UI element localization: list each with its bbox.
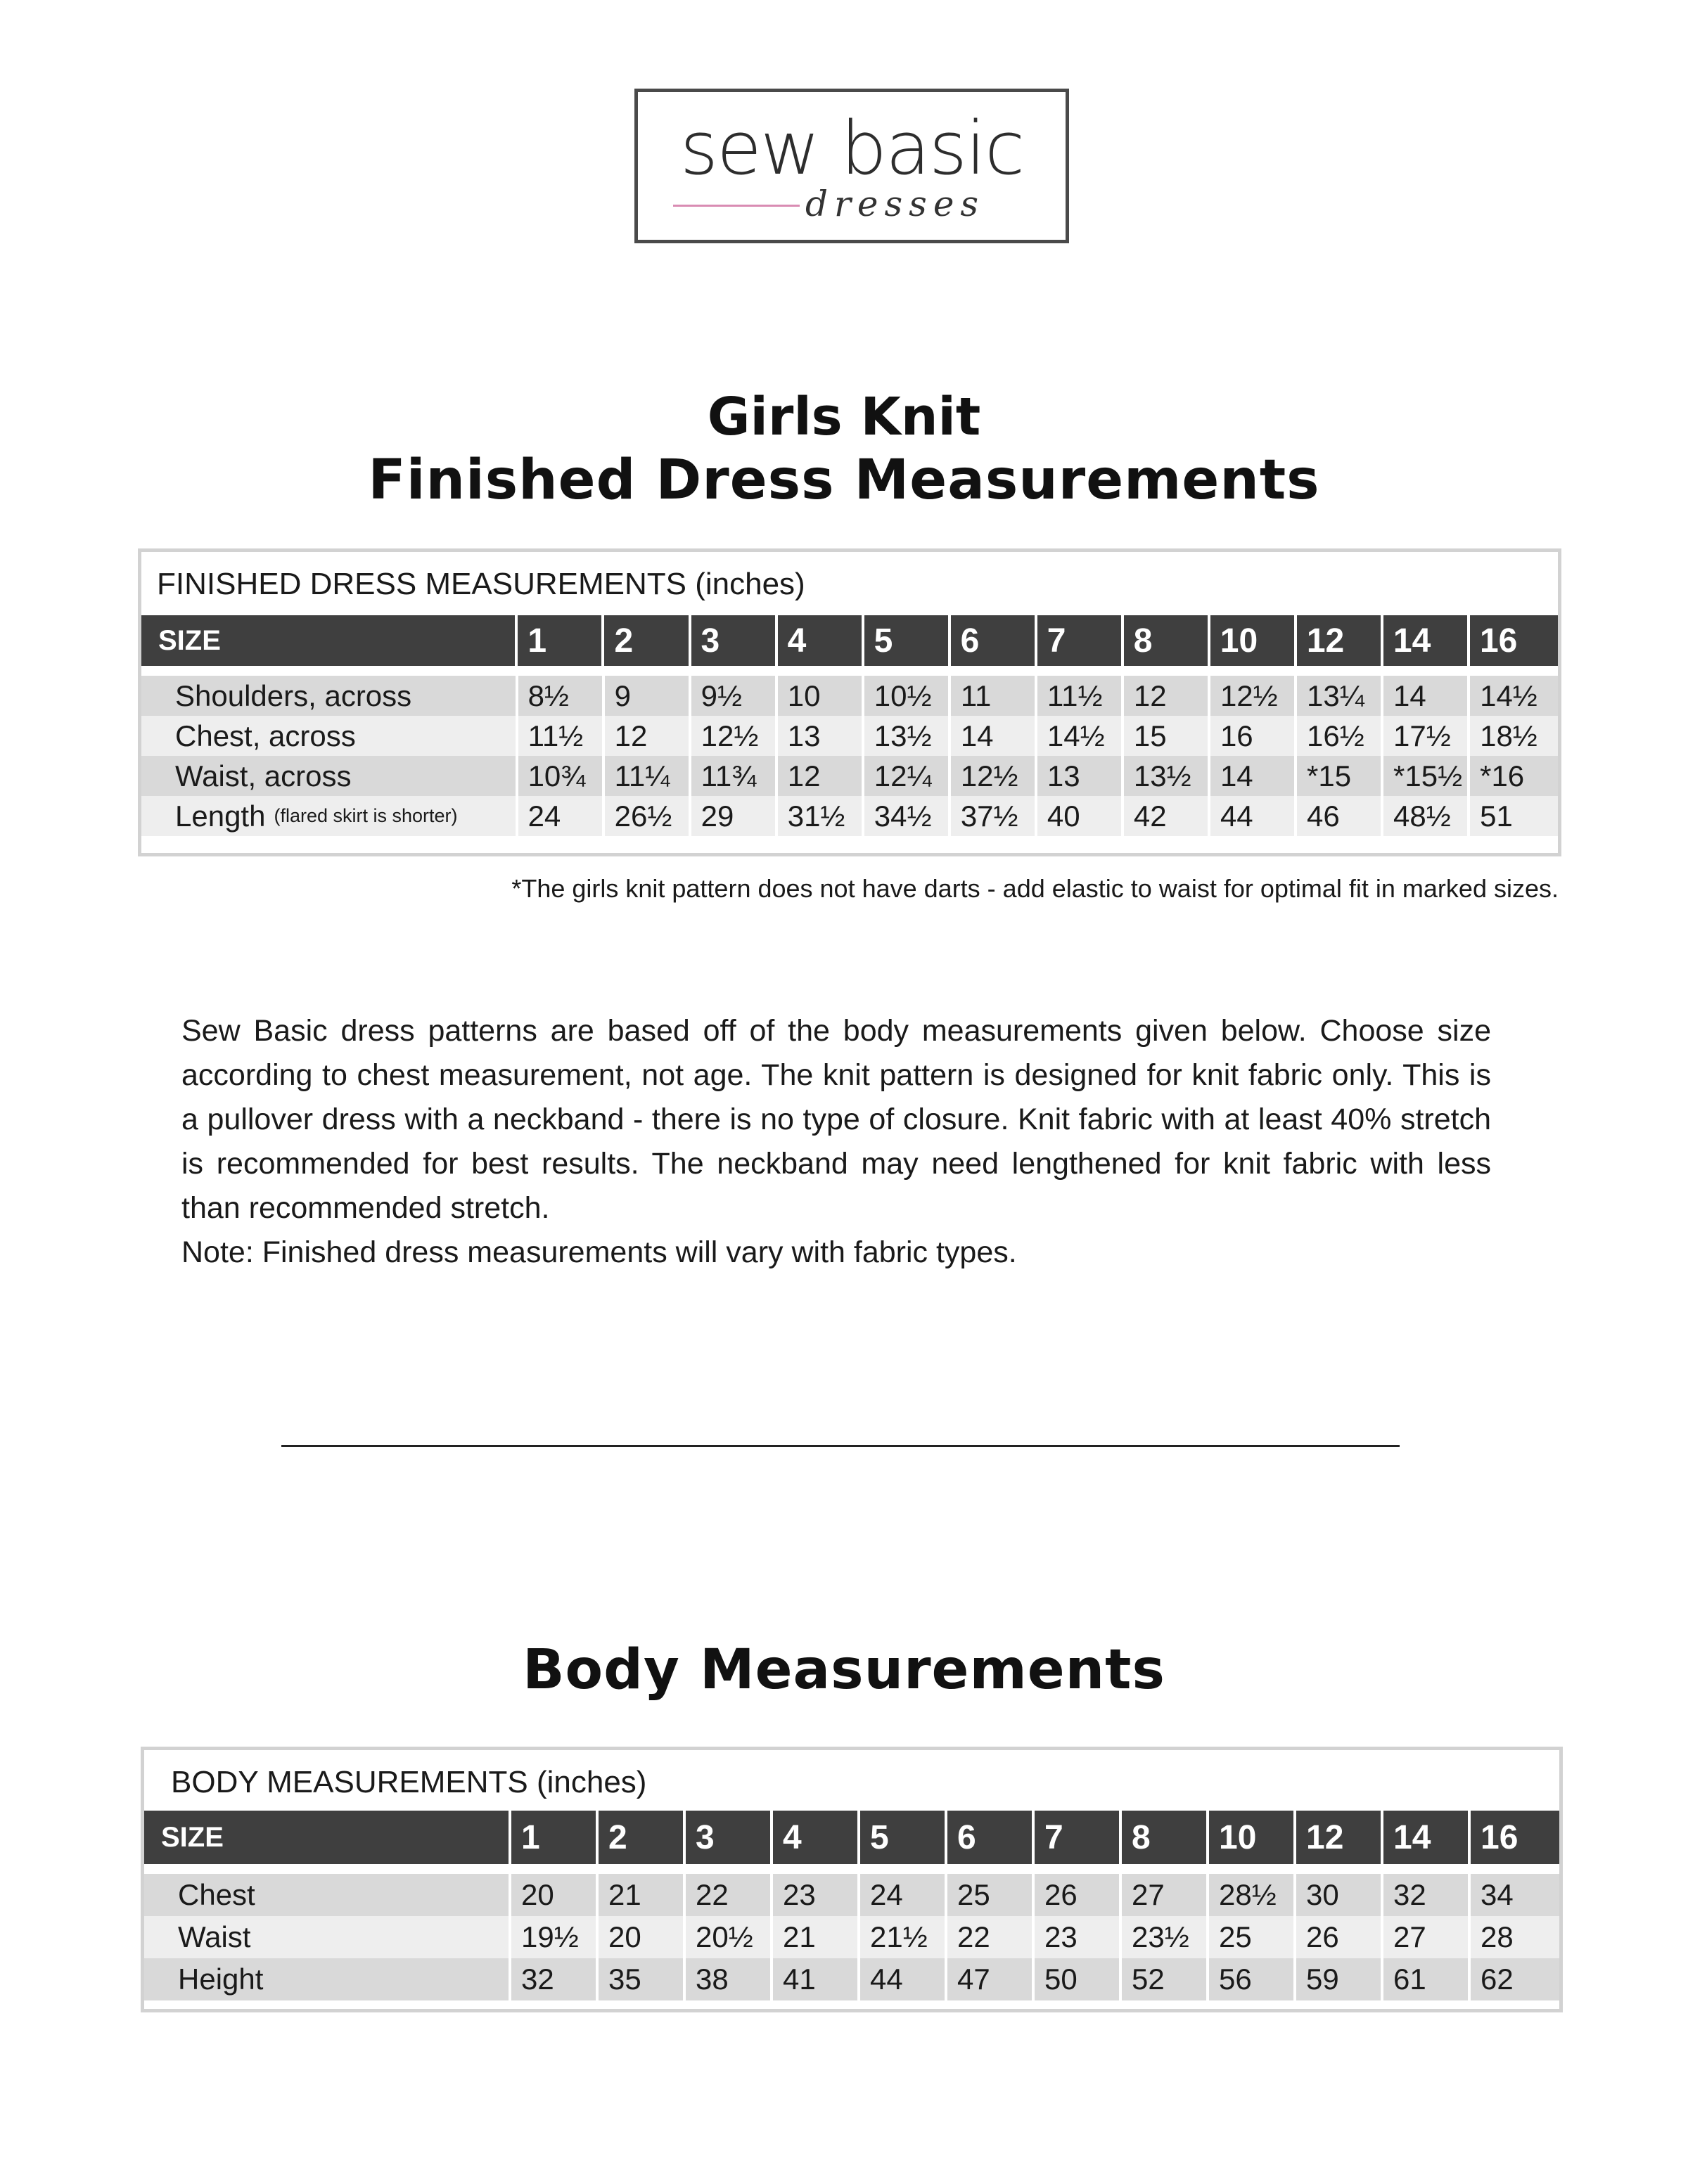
table-cell: 46 xyxy=(1297,796,1383,836)
footnote: *The girls knit pattern does not have darts - add elastic to waist for optimal fit in marked sizes. xyxy=(511,874,1559,903)
size-header-2: 2 xyxy=(599,1811,686,1864)
table-cell: 44 xyxy=(860,1958,947,2000)
table-row xyxy=(141,676,1558,716)
size-header-14: 14 xyxy=(1383,1811,1471,1864)
table-cell: 18½ xyxy=(1480,719,1537,752)
table-cell: *15 xyxy=(1297,756,1383,796)
table-cell: 10 xyxy=(778,676,864,716)
table-cell: 26 xyxy=(1296,1916,1383,1958)
table-cell: 19½ xyxy=(511,1916,599,1958)
table-cell: 14 xyxy=(951,716,1037,756)
table-row xyxy=(141,716,1558,756)
size-header-1: 1 xyxy=(511,1811,599,1864)
table-caption: BODY MEASUREMENTS (inches) xyxy=(171,1765,647,1799)
table-cell: 22 xyxy=(686,1874,773,1916)
table-cell: 14½ xyxy=(1480,679,1537,712)
size-header-4: 4 xyxy=(773,1811,860,1864)
table-cell: 12 xyxy=(1124,676,1210,716)
size-header-2: 2 xyxy=(604,615,691,666)
table-cell: 30 xyxy=(1296,1874,1383,1916)
table-cell: 40 xyxy=(1037,796,1124,836)
table-cell: 44 xyxy=(1210,796,1297,836)
table-cell: 62 xyxy=(1481,1963,1514,1996)
table-cell: 48½ xyxy=(1383,796,1470,836)
table-cell: 34½ xyxy=(864,796,951,836)
table-cell: 12½ xyxy=(1210,676,1297,716)
table-cell: 27 xyxy=(1383,1916,1471,1958)
body-measurements-table xyxy=(141,1747,1563,2012)
table-caption: FINISHED DRESS MEASUREMENTS (inches) xyxy=(157,567,805,601)
table-cell: 23½ xyxy=(1122,1916,1209,1958)
table-cell: 13¼ xyxy=(1297,676,1383,716)
table-row xyxy=(141,796,1558,836)
table-cell: 20 xyxy=(599,1916,686,1958)
row-label-text: Chest, across xyxy=(175,719,356,752)
size-header-12: 12 xyxy=(1297,615,1383,666)
description-text: Sew Basic dress patterns are based off of the body measurements given below. Choose size according to chest measurement, not age. The knit pattern is designed for knit fabric only. This is a pullover dress with a neckband - there is no type of closure. Knit fabric with at least 40% stretch is recommended for best results. The neckband may need lengthened for knit fabric with less than recommended stretch. xyxy=(181,1014,1491,1225)
table-cell: 9½ xyxy=(691,676,778,716)
table-cell: 37½ xyxy=(951,796,1037,836)
table-header-row xyxy=(144,1811,1559,1864)
table-cell: 47 xyxy=(947,1958,1035,2000)
fabric-note: Note: Finished dress measurements will vary with fabric types. xyxy=(181,1235,1017,1269)
table-cell: 12½ xyxy=(951,756,1037,796)
table-cell: 12¼ xyxy=(864,756,951,796)
table-cell: 13 xyxy=(1037,756,1124,796)
table-cell: 13½ xyxy=(864,716,951,756)
size-header-3: 3 xyxy=(686,1811,773,1864)
table-cell: 12½ xyxy=(691,716,778,756)
table-cell: 25 xyxy=(947,1874,1035,1916)
row-label xyxy=(144,1958,511,2000)
table-cell: 10¾ xyxy=(518,756,605,796)
table-cell: *15½ xyxy=(1383,756,1470,796)
table-row xyxy=(144,1958,1559,2000)
table-cell: 21½ xyxy=(860,1916,947,1958)
table-cell: 21 xyxy=(773,1916,860,1958)
table-cell: 11½ xyxy=(1037,676,1124,716)
table-cell: 61 xyxy=(1383,1958,1471,2000)
table-cell: 14 xyxy=(1210,756,1297,796)
size-header-16: 16 xyxy=(1479,622,1518,660)
finished-measurements-table xyxy=(138,548,1561,856)
row-label xyxy=(141,796,518,836)
size-header-16: 16 xyxy=(1481,1818,1518,1856)
size-header-8: 8 xyxy=(1122,1811,1209,1864)
table-cell: 35 xyxy=(599,1958,686,2000)
table-cell: 14 xyxy=(1383,676,1470,716)
table-cell: 26 xyxy=(1035,1874,1122,1916)
row-label xyxy=(144,1916,511,1958)
section-divider xyxy=(281,1445,1400,1447)
table-cell: 17½ xyxy=(1383,716,1470,756)
table-cell: 41 xyxy=(773,1958,860,2000)
size-header-12: 12 xyxy=(1296,1811,1383,1864)
table-cell: 27 xyxy=(1122,1874,1209,1916)
table-cell: 52 xyxy=(1122,1958,1209,2000)
size-header-8: 8 xyxy=(1124,615,1210,666)
size-header-14: 14 xyxy=(1383,615,1470,666)
table-cell: 16½ xyxy=(1297,716,1383,756)
size-header-5: 5 xyxy=(864,615,951,666)
row-label xyxy=(141,676,518,716)
table-header-row xyxy=(141,615,1558,666)
table-cell: 28 xyxy=(1481,1920,1514,1953)
table-cell: 32 xyxy=(511,1958,599,2000)
table-cell: 16 xyxy=(1210,716,1297,756)
page-title-line1: Girls Knit xyxy=(707,387,981,447)
size-header-6: 6 xyxy=(947,1811,1035,1864)
size-header-1: 1 xyxy=(518,615,604,666)
table-cell: 31½ xyxy=(778,796,864,836)
row-label-note: (flared skirt is shorter) xyxy=(274,805,458,826)
size-header-6: 6 xyxy=(951,615,1037,666)
table-cell: 14½ xyxy=(1037,716,1124,756)
table-cell: 34 xyxy=(1481,1878,1514,1911)
page-title-line2: Finished Dress Measurements xyxy=(368,449,1320,512)
table-cell: 13 xyxy=(778,716,864,756)
table-cell: 22 xyxy=(947,1916,1035,1958)
logo-wordmark: sew basic xyxy=(679,105,1024,191)
size-header-label: SIZE xyxy=(141,615,518,666)
table-cell: 28½ xyxy=(1209,1874,1296,1916)
table-cell: 21 xyxy=(599,1874,686,1916)
table-cell: 59 xyxy=(1296,1958,1383,2000)
table-cell: 29 xyxy=(691,796,778,836)
row-label-text: Length xyxy=(175,799,266,833)
size-header-3: 3 xyxy=(691,615,778,666)
table-row xyxy=(144,1874,1559,1916)
table-cell: 11¾ xyxy=(691,756,778,796)
table-cell: 11¼ xyxy=(605,756,691,796)
size-header-label: SIZE xyxy=(144,1811,511,1864)
table-cell: 51 xyxy=(1480,799,1513,833)
body-section-title: Body Measurements xyxy=(523,1638,1165,1702)
row-label xyxy=(141,756,518,796)
table-cell: 25 xyxy=(1209,1916,1296,1958)
table-cell: 9 xyxy=(605,676,691,716)
table-cell: 12 xyxy=(605,716,691,756)
brand-logo xyxy=(634,89,1069,243)
size-header-10: 10 xyxy=(1210,615,1297,666)
table-cell: 15 xyxy=(1124,716,1210,756)
row-label-text: Waist, across xyxy=(175,759,352,792)
table-cell: 10½ xyxy=(864,676,951,716)
row-label-text: Chest xyxy=(178,1878,255,1911)
row-label xyxy=(144,1874,511,1916)
table-cell: 24 xyxy=(518,796,605,836)
table-cell: *16 xyxy=(1480,759,1525,792)
size-header-10: 10 xyxy=(1209,1811,1296,1864)
table-cell: 24 xyxy=(860,1874,947,1916)
row-label-text: Height xyxy=(178,1963,264,1996)
table-cell: 56 xyxy=(1209,1958,1296,2000)
table-cell: 50 xyxy=(1035,1958,1122,2000)
table-cell: 38 xyxy=(686,1958,773,2000)
size-header-7: 7 xyxy=(1037,615,1124,666)
table-cell: 20½ xyxy=(686,1916,773,1958)
logo-accent-line xyxy=(673,205,800,207)
table-cell: 32 xyxy=(1383,1874,1471,1916)
table-cell: 8½ xyxy=(518,676,605,716)
table-row xyxy=(141,756,1558,796)
table-cell: 13½ xyxy=(1124,756,1210,796)
table-cell: 11 xyxy=(951,676,1037,716)
size-header-4: 4 xyxy=(778,615,864,666)
description-paragraph xyxy=(181,1009,1491,1275)
table-cell: 42 xyxy=(1124,796,1210,836)
size-header-7: 7 xyxy=(1035,1811,1122,1864)
row-label-text: Waist xyxy=(178,1920,251,1953)
size-header-5: 5 xyxy=(860,1811,947,1864)
logo-script-text: dresses xyxy=(805,184,985,224)
table-cell: 12 xyxy=(778,756,864,796)
row-label-text: Shoulders, across xyxy=(175,679,412,712)
table-cell: 11½ xyxy=(518,716,605,756)
table-cell: 26½ xyxy=(605,796,691,836)
row-label xyxy=(141,716,518,756)
table-cell: 23 xyxy=(773,1874,860,1916)
table-cell: 23 xyxy=(1035,1916,1122,1958)
table-row xyxy=(144,1916,1559,1958)
table-cell: 20 xyxy=(511,1874,599,1916)
